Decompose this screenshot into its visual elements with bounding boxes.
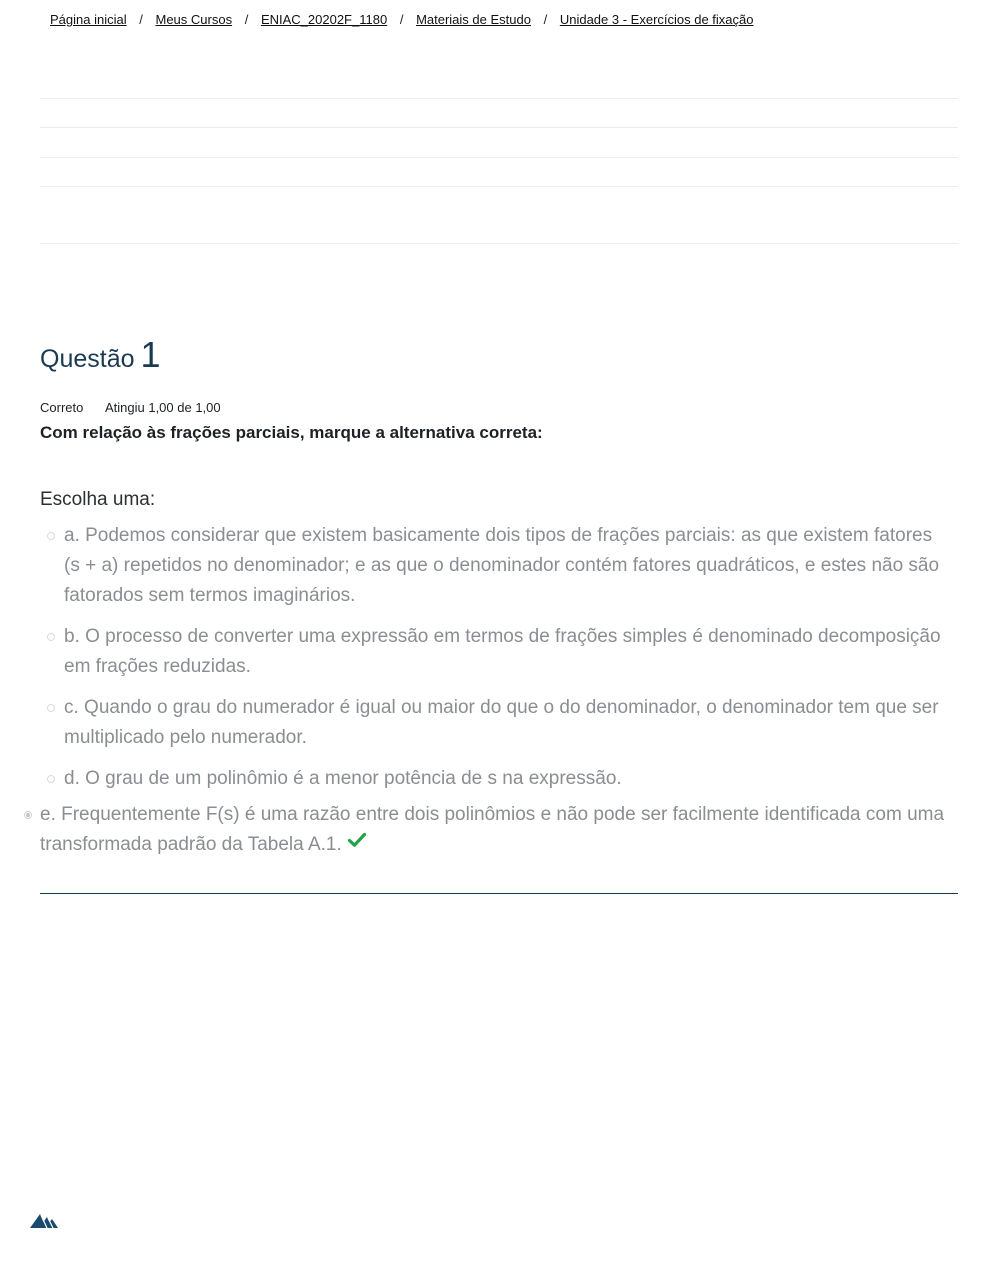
- answer-option-c[interactable]: [64, 693, 954, 753]
- divider: [40, 157, 958, 158]
- breadcrumb-separator: /: [244, 12, 249, 27]
- breadcrumb-course[interactable]: ENIAC_20202F_1180: [260, 12, 388, 27]
- question-number: 1: [140, 334, 161, 375]
- breadcrumb-separator: /: [139, 12, 143, 27]
- answer-option-d[interactable]: [64, 764, 944, 794]
- question-grade: Atingiu 1,00 de 1,00: [104, 400, 221, 415]
- answer-option-a[interactable]: [64, 521, 944, 611]
- logo-icon: [30, 1210, 60, 1235]
- radio-button[interactable]: [47, 704, 55, 712]
- question-label: Questão: [40, 345, 135, 373]
- divider: [40, 98, 958, 99]
- answer-option-label: a. Podemos considerar que existem basicamente dois tipos de frações parciais: as que existem fatores (s + a) repetidos no denominador; e as que o denominador contém fatores quadráticos, e estes não são fatorados sem termos imaginários.: [64, 525, 940, 606]
- divider: [40, 186, 958, 187]
- answer-prompt: Escolha uma:: [40, 489, 156, 510]
- divider: [40, 243, 958, 244]
- breadcrumb-home[interactable]: Página inicial: [50, 12, 127, 27]
- question-divider: [40, 893, 958, 894]
- answer-option-label: c. Quando o grau do numerador é igual ou maior do que o do denominador, o denominador tem que ser multiplicado pelo numerador.: [64, 697, 939, 748]
- question-status: Correto: [40, 400, 84, 415]
- breadcrumb: [50, 12, 754, 27]
- radio-button[interactable]: [47, 775, 55, 783]
- breadcrumb-separator: /: [399, 12, 404, 27]
- radio-button[interactable]: [47, 532, 55, 540]
- answer-option-label: e. Frequentemente F(s) é uma razão entre dois polinômios e não pode ser facilmente identificada com uma transformada padrão da Tabela A.1.: [40, 804, 945, 855]
- breadcrumb-unit-exercises[interactable]: Unidade 3 - Exercícios de fixação: [559, 12, 754, 27]
- check-icon: [348, 828, 366, 858]
- radio-button-selected[interactable]: [24, 811, 32, 819]
- answer-option-label: b. O processo de converter uma expressão em termos de frações simples é denominado decomposição em frações reduzidas.: [64, 626, 941, 677]
- answer-option-label: d. O grau de um polinômio é a menor potência de s na expressão.: [64, 768, 622, 789]
- answer-option-e[interactable]: [40, 800, 958, 860]
- answer-option-b[interactable]: [64, 622, 944, 682]
- breadcrumb-my-courses[interactable]: Meus Cursos: [155, 12, 233, 27]
- question-info: [40, 400, 221, 415]
- question-text: Com relação às frações parciais, marque a alternativa correta:: [40, 423, 543, 442]
- question-heading: [40, 334, 161, 376]
- breadcrumb-study-materials[interactable]: Materiais de Estudo: [416, 12, 531, 27]
- divider: [40, 127, 958, 128]
- radio-button[interactable]: [47, 633, 55, 641]
- breadcrumb-separator: /: [543, 12, 548, 27]
